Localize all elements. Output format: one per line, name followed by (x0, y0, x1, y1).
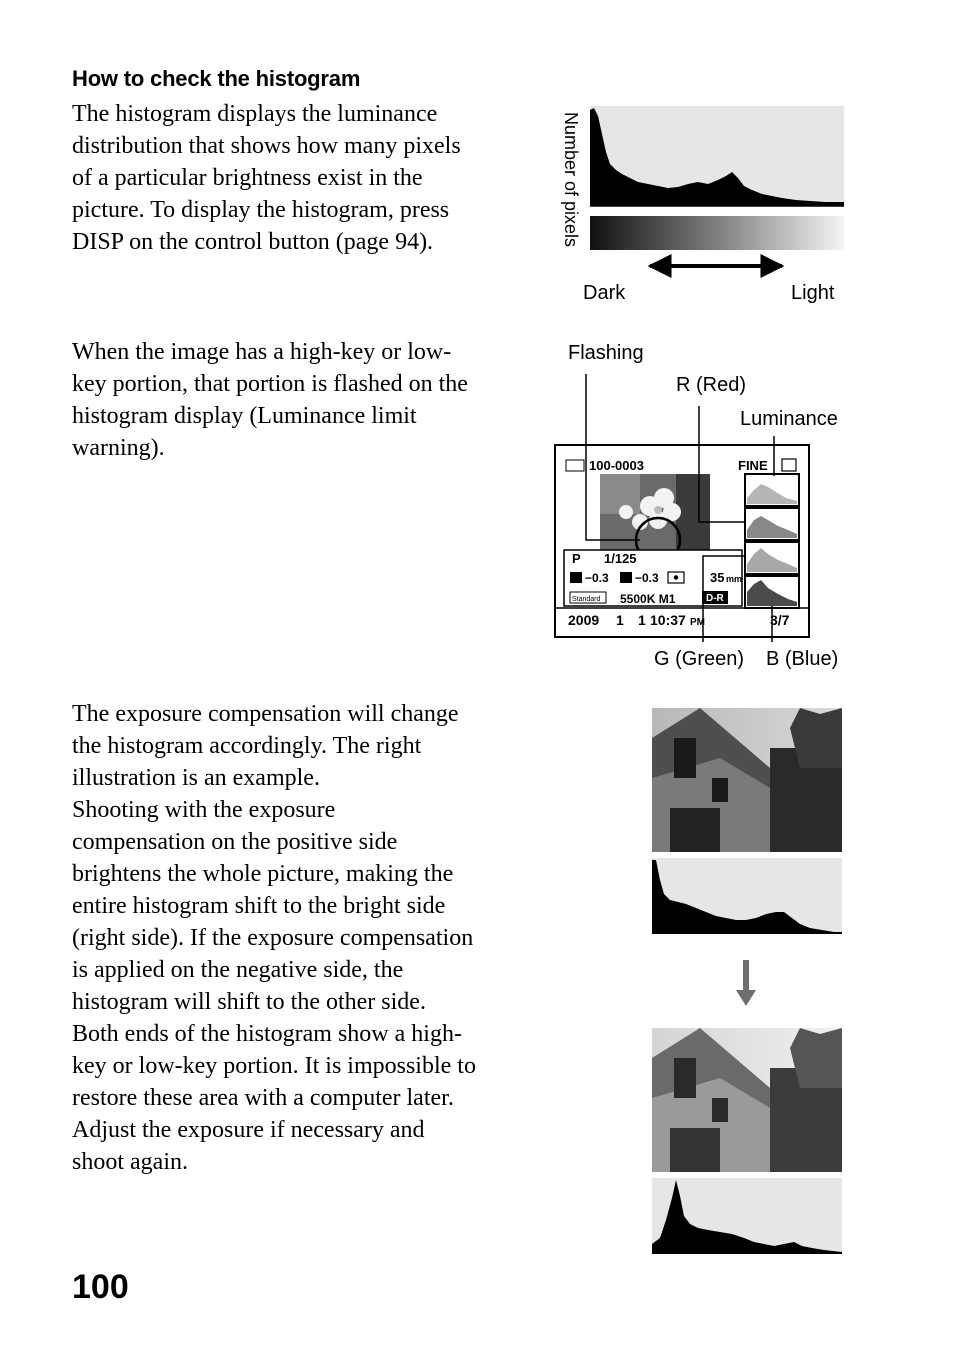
text-line: (right side). If the exposure compensation (72, 925, 474, 951)
lcd-ampm: PM (690, 617, 705, 628)
text-line: Shooting with the exposure (72, 797, 336, 823)
text-line: the histogram accordingly. The right (72, 733, 422, 759)
lcd-quality: FINE (738, 458, 768, 473)
text-line: histogram will shift to the other side. (72, 989, 426, 1015)
lcd-time: 10:37 (650, 612, 686, 628)
text-line: entire histogram shift to the bright side (72, 893, 446, 919)
text-line: The exposure compensation will change (72, 701, 459, 727)
text-line: compensation on the positive side (72, 829, 398, 855)
text-line: When the image has a high-key or low- (72, 339, 452, 365)
down-arrow-icon (736, 960, 756, 1006)
histogram-before (652, 858, 842, 934)
lcd-dro: D-R (706, 593, 724, 604)
lcd-white-balance: 5500K M1 (620, 592, 676, 606)
text-line: brightens the whole picture, making the (72, 861, 454, 887)
building-photo-after (652, 1028, 842, 1172)
light-label: Light (791, 282, 835, 304)
text-line: warning). (72, 435, 165, 461)
text-line: of a particular brightness exist in the (72, 165, 423, 191)
lcd-ev-comp: −0.3 (585, 571, 609, 585)
callout-flashing-label: Flashing (568, 342, 644, 364)
text-line: Both ends of the histogram show a high- (72, 1021, 462, 1047)
text-line: DISP on the control button (page 94). (72, 229, 434, 255)
callout-green-label: G (Green) (654, 648, 745, 670)
lcd-focal-length: 35 (710, 570, 725, 585)
histogram-y-axis-label: Number of pixels (561, 112, 581, 248)
page-number: 100 (72, 1268, 129, 1306)
lcd-mode: P (572, 551, 581, 566)
callout-luminance-label: Luminance (740, 408, 838, 430)
lcd-date-year: 2009 (568, 612, 600, 628)
text-line: picture. To display the histogram, press (72, 197, 450, 223)
text-line: histogram display (Luminance limit (72, 403, 417, 429)
exposure-example-figure (650, 708, 844, 1256)
lcd-date-month: 1 (616, 612, 624, 628)
dark-label: Dark (583, 282, 626, 304)
text-line: The histogram displays the luminance (72, 101, 438, 127)
text-line: is applied on the negative side, the (72, 957, 404, 983)
lcd-focal-unit: mm (726, 574, 743, 584)
text-line: illustration is an example. (72, 765, 320, 791)
lcd-shutter: 1/125 (604, 551, 637, 566)
paragraph-exposure-compensation (72, 698, 502, 1178)
lcd-date-day: 1 (638, 612, 646, 628)
histogram-after (652, 1178, 842, 1254)
lcd-creative-style: Standard (572, 596, 601, 603)
text-line: distribution that shows how many pixels (72, 133, 461, 159)
lcd-flash-comp: −0.3 (635, 571, 659, 585)
text-line: restore these area with a computer later. (72, 1085, 454, 1111)
building-photo-before (652, 708, 842, 852)
callout-red-label: R (Red) (676, 374, 747, 396)
text-line: key portion, that portion is flashed on the (72, 371, 468, 397)
lcd-image-count: 3/7 (770, 612, 790, 628)
section-heading: How to check the histogram (72, 66, 361, 91)
text-line: Adjust the exposure if necessary and (72, 1117, 425, 1143)
callout-blue-label: B (Blue) (766, 648, 839, 670)
text-line: shoot again. (72, 1149, 188, 1175)
text-line: key or low-key portion. It is impossible to (72, 1053, 476, 1079)
lcd-folder-file: 100-0003 (589, 458, 644, 473)
